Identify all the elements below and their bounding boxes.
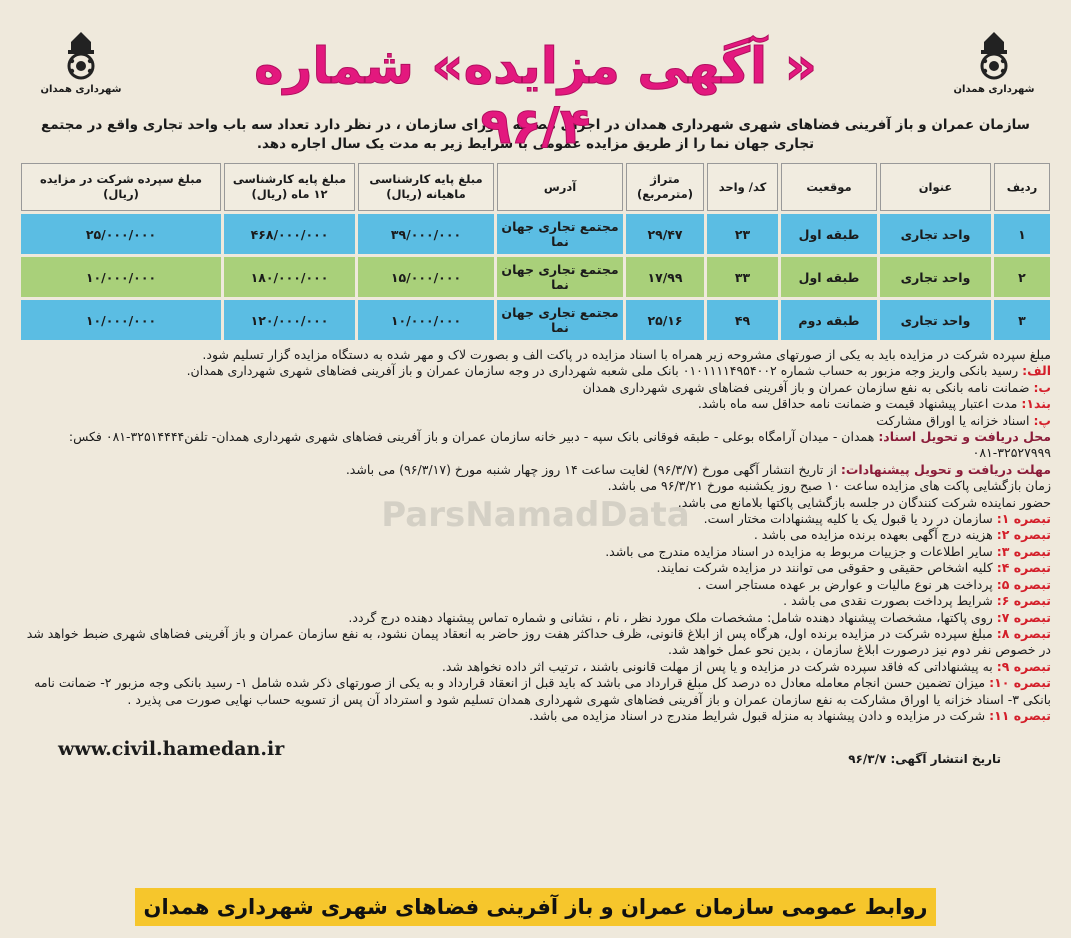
note-label: تبصره ۳: xyxy=(996,543,1051,559)
logo-right xyxy=(939,30,1049,95)
note-4 xyxy=(20,560,1051,576)
note-label: تبصره ۲: xyxy=(996,527,1051,543)
clause-a-text: رسید بانکی واریز وجه مزبور به حساب شماره ۰۱۰۱۱۱۱۴۹۵۴۰۰۲ بانک ملی شعبه شهرداری در وجه سازمان عمران و باز آفرینی فضاهای شهری شهرداری همدان. xyxy=(186,363,1023,379)
note-label: تبصره ۵: xyxy=(996,576,1051,592)
unit-area: ۲۹/۴۷ xyxy=(626,214,704,254)
header-cell: آدرس xyxy=(497,163,623,211)
note-label: تبصره ۶: xyxy=(996,593,1051,609)
annual-base-price: ۱۸۰/۰۰۰/۰۰۰ xyxy=(224,257,355,297)
note-label: تبصره ۱۰: xyxy=(989,675,1051,691)
table-header-row xyxy=(21,163,1050,211)
note-label: تبصره ۴: xyxy=(996,560,1051,576)
header-cell: کد/ واحد xyxy=(707,163,778,211)
opening-time: زمان بازگشایی پاکت های مزایده ساعت ۱۰ صبح روز یکشنبه مورخ ۹۶/۳/۲۱ می باشد. xyxy=(607,478,1051,494)
document-place xyxy=(20,429,1051,462)
watermark: ParsNamadData xyxy=(381,495,690,535)
header-cell: مبلغ سپرده شرکت در مزایده (ریال) xyxy=(21,163,221,211)
deposit-amount: ۱۰/۰۰۰/۰۰۰ xyxy=(21,257,221,297)
note-5 xyxy=(20,577,1051,593)
note-text: به پیشنهاداتی که فاقد سپرده شرکت در مزایده و یا پس از مهلت قانونی باشند ، ترتیب اثر داده نخواهد شد. xyxy=(441,658,997,674)
note-text: کلیه اشخاص حقیقی و حقوقی می توانند در مزایده شرکت نمایند. xyxy=(656,560,997,576)
submission-deadline-label: مهلت دریافت و تحویل پیشنهادات: xyxy=(840,461,1051,477)
annual-base-price: ۴۶۸/۰۰۰/۰۰۰ xyxy=(224,214,355,254)
logo-left xyxy=(26,30,136,95)
publish-date: تاریخ انتشار آگهی: ۹۶/۳/۷ xyxy=(848,752,1001,767)
header-cell: موقعیت xyxy=(781,163,877,211)
logo-caption-left: شهرداری همدان xyxy=(40,84,122,95)
note-text: شرکت در مزایده و دادن پیشنهاد به منزله قبول شرایط مندرج در اسناد مزایده می باشد. xyxy=(529,707,990,723)
document-place-label: محل دریافت و تحویل اسناد: xyxy=(878,429,1051,445)
band-1 xyxy=(20,396,1051,412)
unit-address: مجتمع تجاری جهان نما xyxy=(497,214,623,254)
table-row xyxy=(21,300,1050,340)
clause-b-text: ضمانت نامه بانکی به نفع سازمان عمران و باز آفرینی فضاهای شهری شهرداری همدان xyxy=(582,379,1034,395)
unit-code: ۴۹ xyxy=(707,300,778,340)
note-6 xyxy=(20,593,1051,609)
website-link[interactable]: www.civil.hamedan.ir xyxy=(58,738,285,761)
unit-address: مجتمع تجاری جهان نما xyxy=(497,257,623,297)
ad-body xyxy=(18,347,1053,724)
note-text: شرایط پرداخت بصورت نقدی می باشد . xyxy=(783,593,997,609)
monthly-base-price: ۱۰/۰۰۰/۰۰۰ xyxy=(358,300,494,340)
note-text: پرداخت هر نوع مالیات و عوارض بر عهده مستاجر است . xyxy=(697,576,997,592)
note-text: مبلغ سپرده شرکت در مزایده برنده اول، هرگاه پس از ابلاغ قانونی، ظرف حداکثر هفت روز حاضر به انعقاد پیمان نشود، به نفع سازمان عمران و باز آفرینی فضاهای شهری ضبط خواهد شد در خصوص نفر دوم نیز درصورت ابلاغ سازمان ، بدین نحو عمل خواهد شد. xyxy=(26,625,1051,658)
header-cell: مبلغ پایه کارشناسی ماهیانه (ریال) xyxy=(358,163,494,211)
document-place-text: همدان - میدان آرامگاه بوعلی - طبقه فوقانی بانک سپه - دبیر خانه سازمان عمران و باز آفرینی فضاهای شهری شهرداری همدان- تلفن۳۲۵۱۴۴۴۴-۰۸۱ فکس: ۳۲۵۲۷۹۹۹-۰۸۱ xyxy=(68,429,1051,461)
note-7 xyxy=(20,610,1051,626)
deposit-paragraph: مبلغ سپرده شرکت در مزایده باید به یکی از صورتهای مشروحه زیر همراه با اسناد مزایده در پاکت الف و بصورت لاک و مهر شده به دستگاه مزایده گزار تسلیم شود. xyxy=(202,347,1051,362)
annual-base-price: ۱۲۰/۰۰۰/۰۰۰ xyxy=(224,300,355,340)
clause-a xyxy=(20,363,1051,379)
clause-a-label: الف: xyxy=(1022,363,1051,379)
municipality-logo-icon xyxy=(971,30,1017,82)
presence-note: حضور نماینده شرکت کنندگان در جلسه بازگشایی پاکتها بلامانع می باشد. xyxy=(677,494,1051,510)
monthly-base-price: ۳۹/۰۰۰/۰۰۰ xyxy=(358,214,494,254)
note-text: میزان تضمین حسن انجام معامله معادل ده درصد کل مبلغ قرارداد می باشد که باید قبل از انعقاد قرارداد و به یکی از صورتهای ذکر شده شامل ۱- رسید بانکی وجه مزبور ۲- ضمانت نامه بانکی ۳- اسناد خزانه یا اوراق مشارکت به نفع سازمان عمران و باز آفرینی فضاهای شهری شهرداری همدان تسلیم شود و استرداد آن پس از تسویه حساب نهایی صورت می پذیرد . xyxy=(34,675,1051,707)
row-number: ۳ xyxy=(994,300,1050,340)
note-text: هزینه درج آگهی بعهده برنده مزایده می باشد . xyxy=(753,527,997,543)
deposit-amount: ۱۰/۰۰۰/۰۰۰ xyxy=(21,300,221,340)
header-cell: عنوان xyxy=(880,163,991,211)
unit-title: واحد تجاری xyxy=(880,214,991,254)
unit-title: واحد تجاری xyxy=(880,300,991,340)
header-cell: ردیف xyxy=(994,163,1050,211)
note-text: روی پاکتها، مشخصات پیشنهاد دهنده شامل: مشخصات ملک مورد نظر ، نام ، نشانی و شماره تماس پیشنهاد دهنده درج گردد. xyxy=(348,609,997,625)
band-1-text: مدت اعتبار پیشنهاد قیمت و ضمانت نامه حداقل سه ماه باشد. xyxy=(697,396,1022,412)
unit-address: مجتمع تجاری جهان نما xyxy=(497,300,623,340)
note-3 xyxy=(20,544,1051,560)
monthly-base-price: ۱۵/۰۰۰/۰۰۰ xyxy=(358,257,494,297)
note-label: تبصره ۸: xyxy=(996,625,1051,641)
intro-paragraph: سازمان عمران و باز آفرینی فضاهای شهری شهرداری همدان در اجرای مصوبه شورای سازمان ، در نظر دارد تعداد سه باب واحد تجاری واقع در مجتمع تجاری جهان نما را از طریق مزایده عمومی با شرایط زیر به مدت یک سال اجاره دهد. xyxy=(41,117,1030,152)
header-cell: متراژ (مترمربع) xyxy=(626,163,704,211)
submission-deadline xyxy=(20,462,1051,478)
note-10 xyxy=(20,675,1051,708)
unit-location: طبقه اول xyxy=(781,257,877,297)
note-label: تبصره ۱: xyxy=(996,511,1051,527)
table-row xyxy=(21,214,1050,254)
note-text: سازمان در رد یا قبول یک یا کلیه پیشنهادات مختار است. xyxy=(703,511,997,527)
municipality-logo-icon xyxy=(58,30,104,82)
logo-caption-right: شهرداری همدان xyxy=(953,84,1035,95)
unit-area: ۲۵/۱۶ xyxy=(626,300,704,340)
note-11 xyxy=(20,708,1051,724)
submission-deadline-text: از تاریخ انتشار آگهی مورخ (۹۶/۳/۷) لغایت ساعت ۱۴ روز چهار شنبه مورخ (۹۶/۳/۱۷) می باشد. xyxy=(345,461,841,477)
header-cell: مبلغ پایه کارشناسی ۱۲ ماه (ریال) xyxy=(224,163,355,211)
note-8 xyxy=(20,626,1051,659)
note-label: تبصره ۱۱: xyxy=(989,707,1051,723)
deposit-amount: ۲۵/۰۰۰/۰۰۰ xyxy=(21,214,221,254)
clause-p-text: اسناد خزانه یا اوراق مشارکت xyxy=(876,412,1034,428)
unit-code: ۲۳ xyxy=(707,214,778,254)
unit-location: طبقه اول xyxy=(781,214,877,254)
ad-title: « آگهی مزایده» شماره ۹۶/۴ xyxy=(254,37,817,155)
unit-area: ۱۷/۹۹ xyxy=(626,257,704,297)
public-relations-banner: روابط عمومی سازمان عمران و باز آفرینی فضاهای شهری شهرداری همدان xyxy=(135,888,936,926)
note-text: سایر اطلاعات و جزییات مربوط به مزایده در اسناد مزایده مندرج می باشد. xyxy=(605,543,997,559)
clause-b-label: ب: xyxy=(1033,379,1051,395)
unit-code: ۳۳ xyxy=(707,257,778,297)
note-label: تبصره ۷: xyxy=(996,609,1051,625)
unit-title: واحد تجاری xyxy=(880,257,991,297)
unit-location: طبقه دوم xyxy=(781,300,877,340)
footer-row xyxy=(18,732,1053,776)
note-9 xyxy=(20,659,1051,675)
table-row xyxy=(21,257,1050,297)
clause-b xyxy=(20,380,1051,396)
note-label: تبصره ۹: xyxy=(996,658,1051,674)
clause-p-label: پ: xyxy=(1033,412,1051,428)
band-1-label: بند۱: xyxy=(1021,396,1051,412)
row-number: ۲ xyxy=(994,257,1050,297)
clause-p xyxy=(20,413,1051,429)
row-number: ۱ xyxy=(994,214,1050,254)
auction-table xyxy=(18,160,1053,343)
